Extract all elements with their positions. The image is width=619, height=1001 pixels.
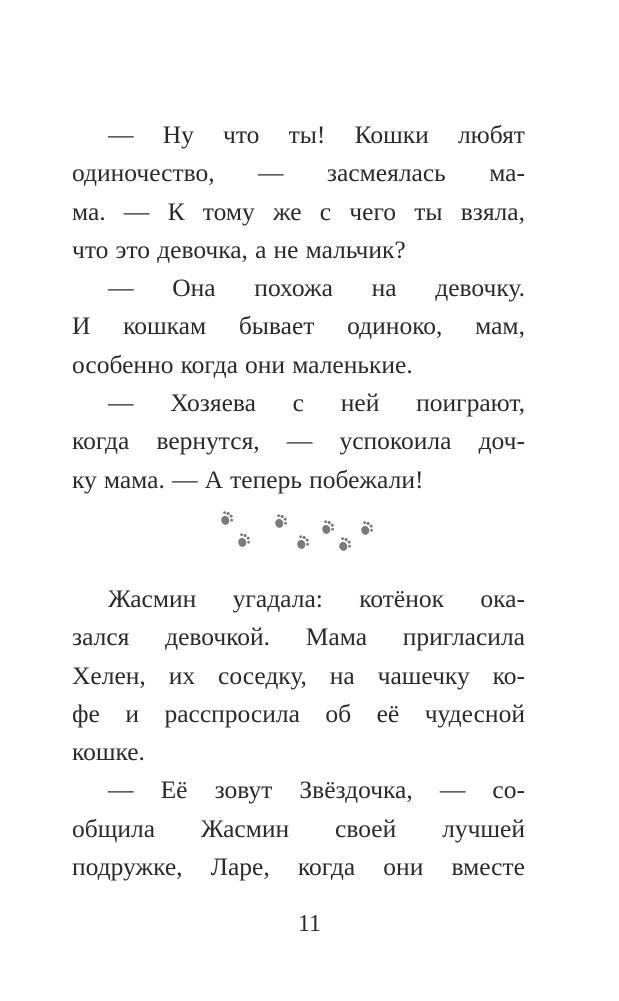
word: взяла,	[460, 196, 525, 226]
word: Жасмин	[108, 584, 197, 613]
word: их	[168, 660, 196, 690]
word: одиноко,	[347, 311, 443, 341]
word: с	[319, 196, 332, 226]
word: Кошки	[354, 120, 429, 149]
word: маленькие.	[292, 349, 413, 379]
text-line	[72, 384, 525, 422]
word: на	[329, 660, 355, 690]
text-line	[72, 733, 525, 771]
word: когда	[72, 426, 130, 456]
paw-print-icon	[336, 536, 352, 552]
word: особенно	[72, 349, 174, 379]
word: А	[204, 464, 224, 494]
word: побежали!	[309, 464, 424, 494]
word: одиночество,	[72, 158, 215, 188]
word: когда	[180, 349, 238, 379]
word: ней	[340, 388, 380, 418]
text-line	[72, 695, 525, 733]
word: что	[223, 120, 260, 149]
word: а	[255, 234, 267, 264]
word: чего	[349, 196, 397, 226]
word: доч-	[478, 426, 525, 456]
word: ма.	[72, 196, 106, 226]
word: К	[167, 196, 185, 226]
word: девочку.	[435, 273, 525, 303]
word: со-	[492, 775, 525, 805]
word: —	[439, 775, 466, 805]
word: Её	[160, 775, 188, 805]
word: ты	[414, 196, 443, 226]
word: пригласила	[402, 622, 525, 652]
word: её	[376, 698, 400, 728]
word: Жасмин	[200, 813, 290, 843]
word: котёнок	[359, 584, 444, 613]
text-line	[72, 193, 525, 231]
word: —	[123, 196, 150, 226]
word: подружке,	[72, 852, 183, 882]
word: Хозяева	[170, 388, 256, 418]
word: —	[258, 158, 284, 188]
word: —	[108, 120, 134, 149]
paw-print-icon	[294, 534, 310, 550]
paw-print-icon	[218, 510, 234, 526]
word: мальчик?	[305, 234, 406, 264]
word: похожа	[254, 273, 333, 303]
page-number: 11	[297, 911, 322, 937]
word: ты!	[288, 120, 326, 149]
word: Звёздочка,	[299, 775, 413, 805]
word: Ларе,	[210, 852, 270, 882]
word: девочка,	[157, 234, 248, 264]
word: чудесной	[424, 698, 525, 728]
word: они	[383, 852, 424, 882]
word: они	[245, 349, 286, 379]
word: об	[325, 698, 352, 728]
word: тому	[202, 196, 255, 226]
word: это	[115, 234, 151, 264]
word: ко-	[492, 660, 525, 690]
word: бывает	[238, 311, 315, 341]
word: —	[108, 388, 134, 418]
word: —	[108, 775, 134, 805]
word: Она	[172, 273, 216, 303]
paw-prints-divider	[212, 506, 382, 556]
text-line	[72, 461, 525, 499]
word: лучшей	[442, 813, 525, 843]
word: —	[286, 426, 313, 456]
text-line	[72, 307, 525, 345]
word: же	[272, 196, 302, 226]
word: расспросила	[164, 698, 300, 728]
word: любят	[457, 120, 525, 149]
word: мам,	[475, 311, 525, 341]
text-line	[72, 657, 525, 695]
word: с	[292, 388, 304, 418]
word: девочкой.	[165, 622, 271, 652]
word: фе	[72, 698, 100, 728]
word: кошкам	[123, 311, 207, 341]
word: общила	[72, 813, 156, 843]
word: своей	[335, 813, 397, 843]
text-line	[72, 422, 525, 460]
word: что	[72, 234, 109, 264]
word: вместе	[451, 852, 525, 882]
word: ока-	[480, 584, 525, 613]
text-line	[72, 580, 525, 618]
text-line	[72, 154, 525, 192]
paw-print-icon	[272, 513, 288, 529]
word: —	[171, 464, 198, 494]
text-line	[72, 116, 525, 154]
word: соседку,	[218, 660, 307, 690]
word: ку	[72, 464, 97, 494]
word: засмеялась	[326, 158, 446, 188]
word: поиграют,	[416, 388, 525, 418]
text-line	[72, 346, 525, 384]
paw-print-icon	[358, 520, 374, 536]
word: и	[125, 698, 139, 728]
word: успокоила	[339, 426, 452, 456]
word: чашечку	[377, 660, 470, 690]
word: И	[72, 311, 91, 341]
text-line	[72, 771, 525, 809]
paragraph-block-1	[72, 116, 525, 499]
text-line	[72, 810, 525, 848]
word: —	[108, 273, 134, 303]
text-line	[72, 231, 525, 269]
paw-print-icon	[319, 519, 335, 535]
word: угадала:	[232, 584, 323, 613]
word: мама.	[103, 464, 165, 494]
word: зовут	[214, 775, 273, 805]
word: не	[273, 234, 299, 264]
word: кошке.	[72, 737, 145, 767]
paw-print-icon	[235, 532, 251, 548]
word: когда	[297, 852, 356, 882]
word: на	[371, 273, 397, 303]
word: Мама	[305, 622, 368, 652]
word: зался	[72, 622, 130, 652]
text-line	[72, 848, 525, 886]
word: вернутся,	[156, 426, 260, 456]
text-line	[72, 618, 525, 656]
word: Хелен,	[72, 660, 146, 690]
text-line	[72, 269, 525, 307]
word: теперь	[230, 464, 302, 494]
word: Ну	[162, 120, 194, 149]
paragraph-block-2	[72, 580, 525, 886]
word: ма-	[489, 158, 525, 188]
